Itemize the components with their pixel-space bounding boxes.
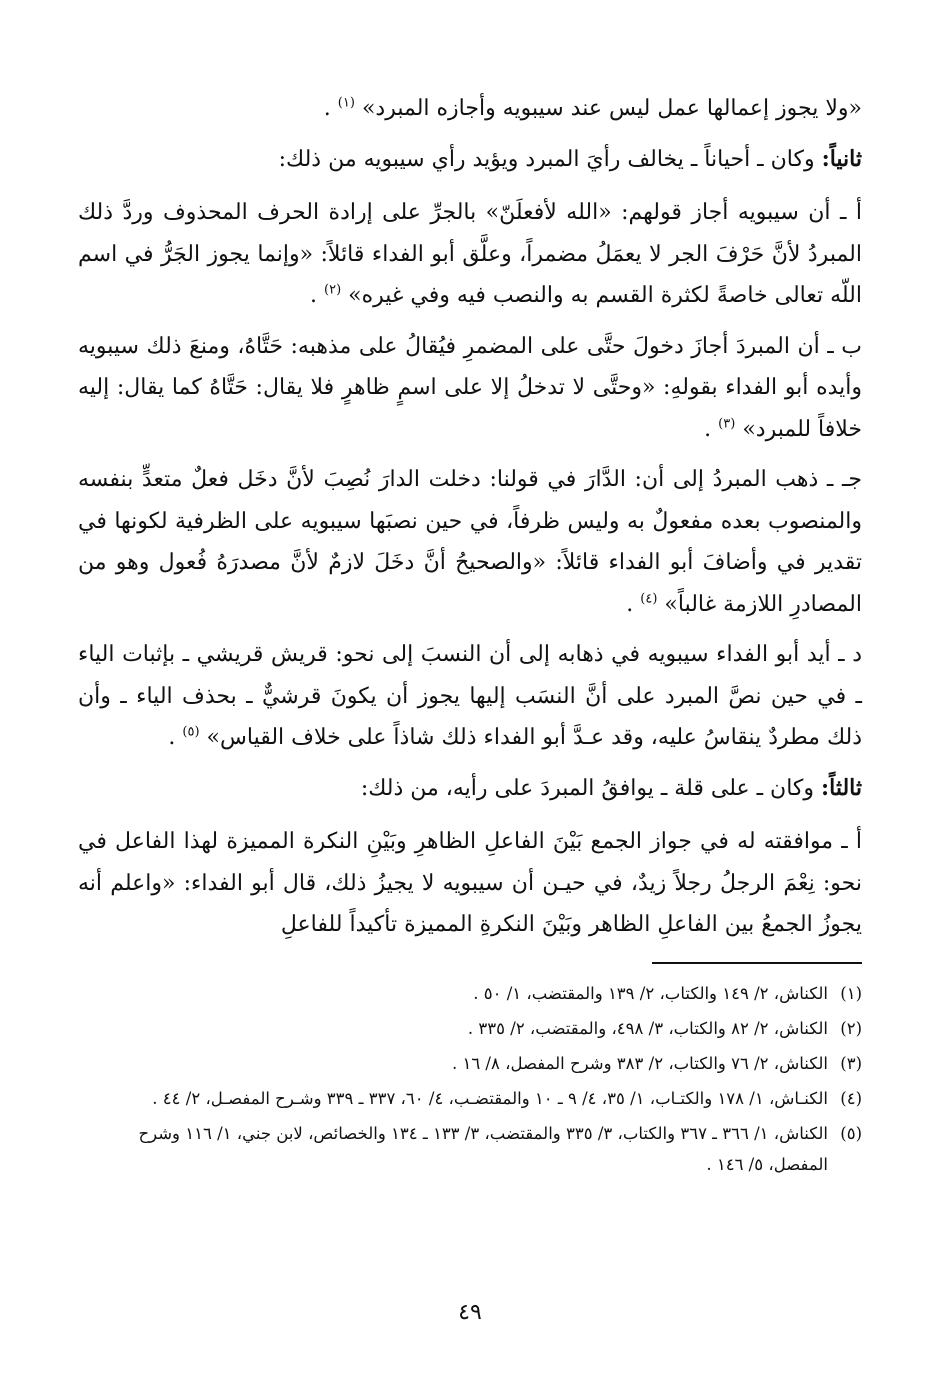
paragraph-4: [78, 326, 862, 451]
paragraph-end: .: [310, 283, 318, 308]
footnotes: [78, 978, 862, 1180]
footnote-item: [78, 1048, 862, 1079]
footnote-ref: (٢): [324, 282, 342, 298]
footnote-separator: [652, 962, 862, 964]
body-text: [78, 88, 862, 946]
footnote-text: الكناش، ٢/ ٨٢ والكتاب، ٣/ ٤٩٨، والمقتضب، ٢/ ٣٣٥ .: [467, 1018, 828, 1038]
footnote-ref: (٥): [182, 724, 200, 740]
footnote-number: (١): [840, 983, 862, 1003]
footnote-item: [78, 978, 862, 1009]
paragraph-lead: ثانياً:: [821, 145, 862, 172]
page-number: ٤٩: [458, 1300, 482, 1325]
paragraph-text: أ ـ موافقته له في جواز الجمع بَيْنَ الفاعلِ الظاهرِ وبَيْنِ النكرة المميزة لهذا الفاعل في نحو: نِعْمَ الرجلُ رجلاً زيدٌ، في حيـن أن سيبويه لا يجيزُ ذلك، قال أبو الفداء: «واعلم أنه يجوزُ الجمعُ بين الفاعلِ الظاهر وبَيْنَ النكرةِ المميزة تأكيداً للفاعلِ: [78, 829, 862, 937]
paragraph-text: «ولا يجوز إعمالها عمل ليس عند سيبويه وأجازه المبرد»: [361, 96, 862, 121]
footnote-number: (٤): [840, 1088, 862, 1108]
paragraph-text: د ـ أيد أبو الفداء سيبويه في ذهابه إلى أن النسبَ إلى نحو: قريش قريشي ـ بإثبات الياء ـ في حين نصَّ المبرد على أنَّ النسَب إليها يجوز أن يكونَ قرشيٌّ ـ بحذف الياء ـ وأن ذلك مطردٌ ينقاسُ عليه، وقد عـدَّ أبو الفداء ذلك شاذاً على خلاف القياس»: [78, 642, 862, 750]
paragraph-2: [78, 139, 862, 181]
paragraph-6: [78, 634, 862, 759]
footnote-ref: (٤): [640, 591, 658, 607]
paragraph-text: ب ـ أن المبردَ أجازَ دخولَ حتَّى على المضمرِ فيُقالُ على مذهبه: حَتَّاهُ، ومنعَ ذلك سيبويه وأيده أبو الفداء بقولهِ: «وحتَّى لا تدخلُ إلا على اسمٍ ظاهرٍ فلا يقال: حَتَّاهُ كما يقال: إليه خلافاً للمبرد»: [78, 333, 862, 442]
paragraph-end: .: [704, 416, 712, 442]
paragraph-end: .: [323, 96, 331, 121]
paragraph-3: [78, 192, 862, 317]
paragraph-end: .: [626, 591, 634, 617]
paragraph-lead: ثالثاً:: [821, 774, 862, 801]
footnote-item: [78, 1118, 862, 1180]
footnote-item: [78, 1083, 862, 1114]
paragraph-text: جـ ـ ذهب المبردُ إلى أن: الدَّارَ في قولنا: دخلت الدارَ نُصِبَ لأنَّ دخَل فعلٌ متعدٍّ بنفسه والمنصوب بعده مفعولٌ به وليس ظرفاً، في حين نصبَها سيبويه على الظرفية لكونها في تقدير في وأضافَ أبو الفداء قائلاً: «والصحيحُ أنَّ دخَلَ لازمٌ لأنَّ مصدرَهُ فُعول وهو من المصادرِ اللازمة غالباً»: [78, 467, 862, 617]
paragraph-7: [78, 768, 862, 810]
paragraph-text: وكان ـ على قلة ـ يوافقُ المبردَ على رأيه، من ذلك:: [360, 775, 821, 801]
paragraph-end: .: [168, 725, 176, 750]
paragraph-1: [78, 88, 862, 130]
footnote-number: (٥): [840, 1123, 862, 1143]
paragraph-text: أ ـ أن سيبويه أجاز قولهم: «الله لأفعلَنّ» بالجرِّ على إرادة الحرف المحذوف وردَّ ذلك المبردُ لأنَّ حَرْفَ الجر لا يعمَلُ مضمراً، وعلَّق أبو الفداء قائلاً: «وإنما يجوز الجَرُّ في اسم اللّه تعالى خاصةً لكثرة القسم به والنصب فيه وفي غيره»: [78, 200, 862, 308]
footnote-text: الكنـاش، ١/ ١٧٨ والكتـاب، ١/ ٣٥، ٤/ ٩ ـ ١٠ والمقتضـب، ٤/ ٦٠، ٣٣٧ ـ ٣٣٩ وشـرح المفصـل، ٢/ ٤٤ .: [152, 1088, 828, 1108]
paragraph-8: [78, 821, 862, 946]
paragraph-text: وكان ـ أحياناً ـ يخالف رأيَ المبرد ويؤيد رأي سيبويه من ذلك:: [278, 146, 822, 172]
footnote-item: [78, 1013, 862, 1044]
footnote-text: الكناش، ٢/ ٧٦ والكتاب، ٢/ ٣٨٣ وشرح المفصل، ٨/ ١٦ .: [451, 1053, 828, 1073]
paragraph-5: [78, 459, 862, 625]
footnote-ref: (٣): [718, 416, 736, 432]
footnote-number: (٣): [840, 1053, 862, 1073]
footnote-text: الكناش، ٢/ ١٤٩ والكتاب، ٢/ ١٣٩ والمقتضب، ١/ ٥٠ .: [473, 983, 828, 1003]
footnote-number: (٢): [840, 1018, 862, 1038]
footnote-text: الكناش، ١/ ٣٦٦ ـ ٣٦٧ والكتاب، ٣/ ٣٣٥ والمقتضب، ٣/ ١٣٣ ـ ١٣٤ والخصائص، لابن جني، ١/ ١١٦ وشرح المفصل، ٥/ ١٤٦ .: [138, 1123, 828, 1174]
footnote-ref: (١): [337, 95, 355, 111]
